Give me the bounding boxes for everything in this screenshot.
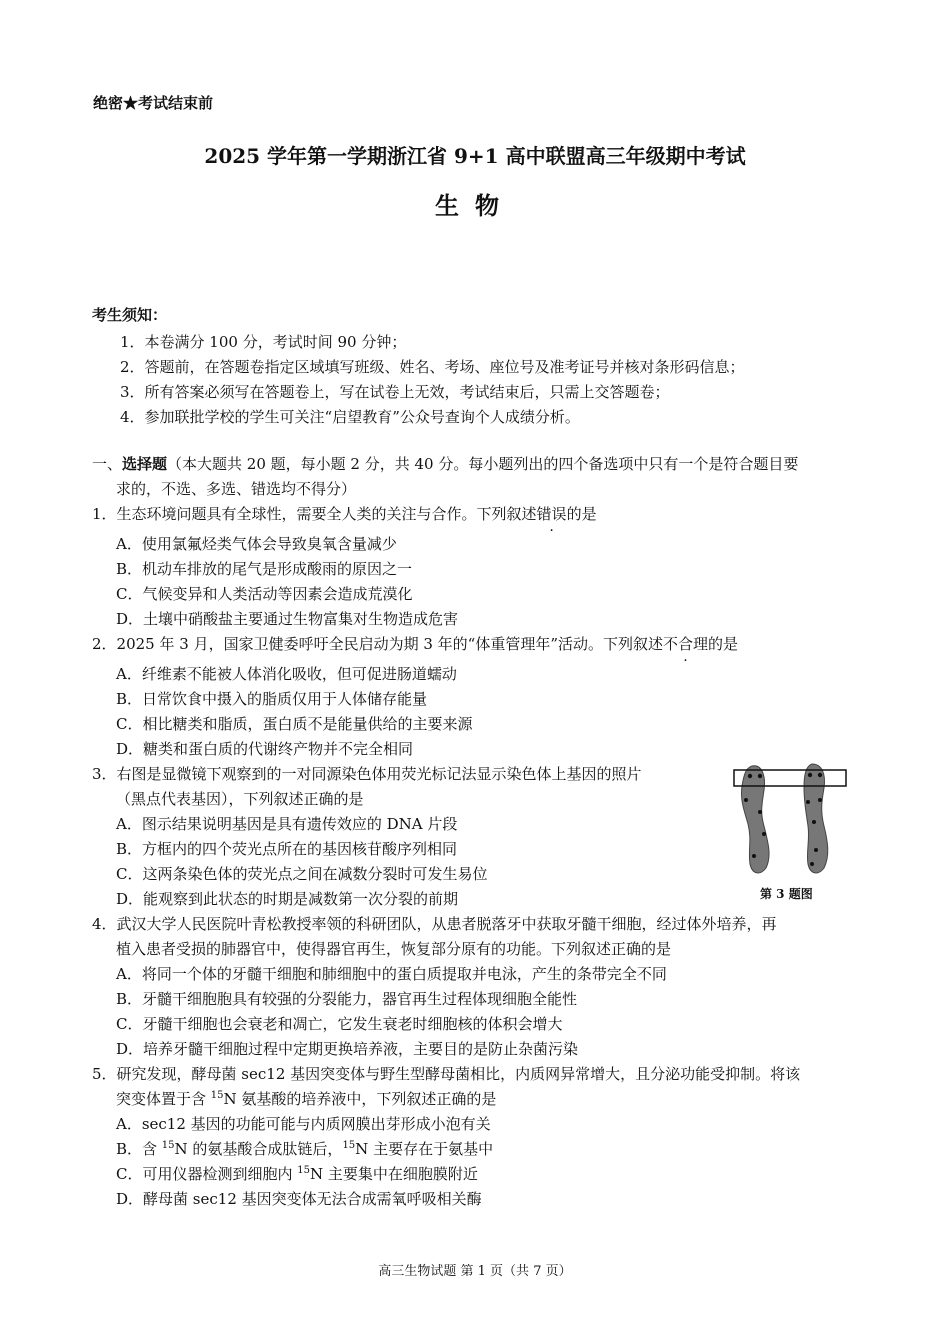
gene-dot — [758, 774, 762, 778]
chromosome-right — [804, 764, 828, 873]
subject-title: 生物 — [435, 191, 515, 220]
chromosome-figure — [730, 760, 850, 880]
notice-item: 4．参加联批学校的学生可关注“启望教育”公众号查询个人成绩分析。 — [120, 408, 580, 426]
option: A．sec12 基因的功能可能与内质网膜出芽形成小泡有关 — [116, 1115, 491, 1133]
option: D．能观察到此状态的时期是减数第一次分裂的前期 — [116, 890, 459, 908]
question-stem: 4．武汉大学人民医院叶青松教授率领的科研团队，从患者脱落牙中获取牙髓干细胞，经过体外培养，再 — [92, 915, 777, 933]
gene-dot — [818, 773, 822, 777]
option: D．糖类和蛋白质的代谢终产物并不完全相同 — [116, 740, 414, 758]
isotope-sup: 15 — [210, 1090, 224, 1101]
option-text: N 主要存在于氨基中 — [355, 1140, 494, 1158]
option — [116, 1138, 493, 1159]
gene-dot — [762, 832, 766, 836]
notice-item: 1．本卷满分 100 分，考试时间 90 分钟； — [120, 333, 407, 351]
gene-dot — [748, 774, 752, 778]
stem-text: 突变体置于含 — [116, 1090, 211, 1108]
option-text: C．可用仪器检测到细胞内 — [116, 1165, 298, 1183]
figure-caption: 第 3 题图 — [760, 887, 813, 901]
option: D．酵母菌 sec12 基因突变体无法合成需氧呼吸相关酶 — [116, 1190, 482, 1208]
option: C．这两条染色体的荧光点之间在减数分裂时可发生易位 — [116, 865, 488, 883]
isotope-sup: 15 — [297, 1165, 310, 1176]
stem-text: 的是 — [708, 635, 739, 653]
gene-dot — [806, 800, 810, 804]
option: A．使用氯氟烃类气体会导致臭氧含量减少 — [116, 535, 397, 553]
question-stem — [92, 633, 738, 654]
exam-title: 2025 学年第一学期浙江省 9+1 高中联盟高三年级期中考试 — [204, 144, 746, 168]
option-text: B．含 — [116, 1140, 162, 1158]
option: C．牙髓干细胞也会衰老和凋亡，它发生衰老时细胞核的体积会增大 — [116, 1015, 563, 1033]
option: A．纤维素不能被人体消化吸收，但可促进肠道蠕动 — [116, 665, 457, 683]
option: A．图示结果说明基因是具有遗传效应的 DNA 片段 — [116, 815, 458, 833]
option: B．方框内的四个荧光点所在的基因核苷酸序列相同 — [116, 840, 458, 858]
notice-heading: 考生须知： — [92, 306, 168, 324]
stem-text: 的是 — [566, 505, 597, 523]
emphasis-text: 错误 — [536, 505, 567, 523]
question-stem: 3．右图是显微镜下观察到的一对同源染色体用荧光标记法显示染色体上基因的照片 — [92, 765, 642, 783]
question-stem-cont: （黑点代表基因），下列叙述正确的是 — [116, 790, 364, 808]
notice-item: 3．所有答案必须写在答题卷上，写在试卷上无效，考试结束后，只需上交答题卷； — [120, 383, 670, 401]
option: A．将同一个体的牙髓干细胞和肺细胞中的蛋白质提取并电泳，产生的条带完全不同 — [116, 965, 667, 983]
option: B．机动车排放的尾气是形成酸雨的原因之一 — [116, 560, 413, 578]
gene-dot — [752, 854, 756, 858]
option: C．相比糖类和脂质，蛋白质不是能量供给的主要来源 — [116, 715, 473, 733]
isotope-sup: 15 — [161, 1140, 175, 1151]
gene-dot — [818, 798, 822, 802]
gene-dot — [744, 798, 748, 802]
option: D．土壤中硝酸盐主要通过生物富集对生物造成危害 — [116, 610, 459, 628]
gene-dot — [758, 810, 762, 814]
section-desc: （本大题共 20 题，每小题 2 分，共 40 分。每小题列出的四个备选项中只有一个是符合题目要 — [167, 455, 799, 473]
option: C．气候变异和人类活动等因素会造成荒漠化 — [116, 585, 413, 603]
notice-item: 2．答题前，在答题卷指定区域填写班级、姓名、考场、座位号及准考证号并核对条形码信息； — [120, 358, 745, 376]
stem-text: 1．生态环境问题具有全球性，需要全人类的关注与合作。下列叙述 — [92, 505, 537, 523]
option-text: N 主要集中在细胞膜附近 — [309, 1165, 478, 1183]
gene-dot — [814, 848, 818, 852]
option: B．日常饮食中摄入的脂质仅用于人体储存能量 — [116, 690, 428, 708]
confidential-label: 绝密★考试结束前 — [93, 94, 214, 112]
section-header — [92, 453, 798, 474]
option-text: N 的氨基酸合成肽链后， — [174, 1140, 343, 1158]
question-stem — [92, 503, 597, 524]
page-footer: 高三生物试题 第 1 页（共 7 页） — [378, 1264, 572, 1279]
gene-dot — [810, 862, 814, 866]
stem-text: 2．2025 年 3 月，国家卫健委呼吁全民启动为期 3 年的“体重管理年”活动。下列叙述 — [92, 635, 663, 653]
option — [116, 1163, 478, 1184]
question-stem: 5．研究发现，酵母菌 sec12 基因突变体与野生型酵母菌相比，内质网异常增大，且分泌功能受抑制。将该 — [92, 1065, 801, 1083]
section-desc-cont: 求的，不选、多选、错选均不得分） — [116, 480, 357, 498]
isotope-sup: 15 — [342, 1140, 356, 1151]
gene-dot — [812, 820, 816, 824]
section-label: 一、 — [92, 455, 123, 473]
section-name: 选择题 — [122, 455, 168, 473]
emphasis-text: 不合理 — [663, 635, 709, 653]
option: B．牙髓干细胞胞具有较强的分裂能力，器官再生过程体现细胞全能性 — [116, 990, 578, 1008]
gene-dot — [808, 773, 812, 777]
question-stem-cont: 植入患者受损的肺器官中，使得器官再生，恢复部分原有的功能。下列叙述正确的是 — [116, 940, 672, 958]
option: D．培养牙髓干细胞过程中定期更换培养液，主要目的是防止杂菌污染 — [116, 1040, 579, 1058]
question-stem-cont — [116, 1088, 496, 1109]
stem-text: N 氨基酸的培养液中，下列叙述正确的是 — [223, 1090, 497, 1108]
